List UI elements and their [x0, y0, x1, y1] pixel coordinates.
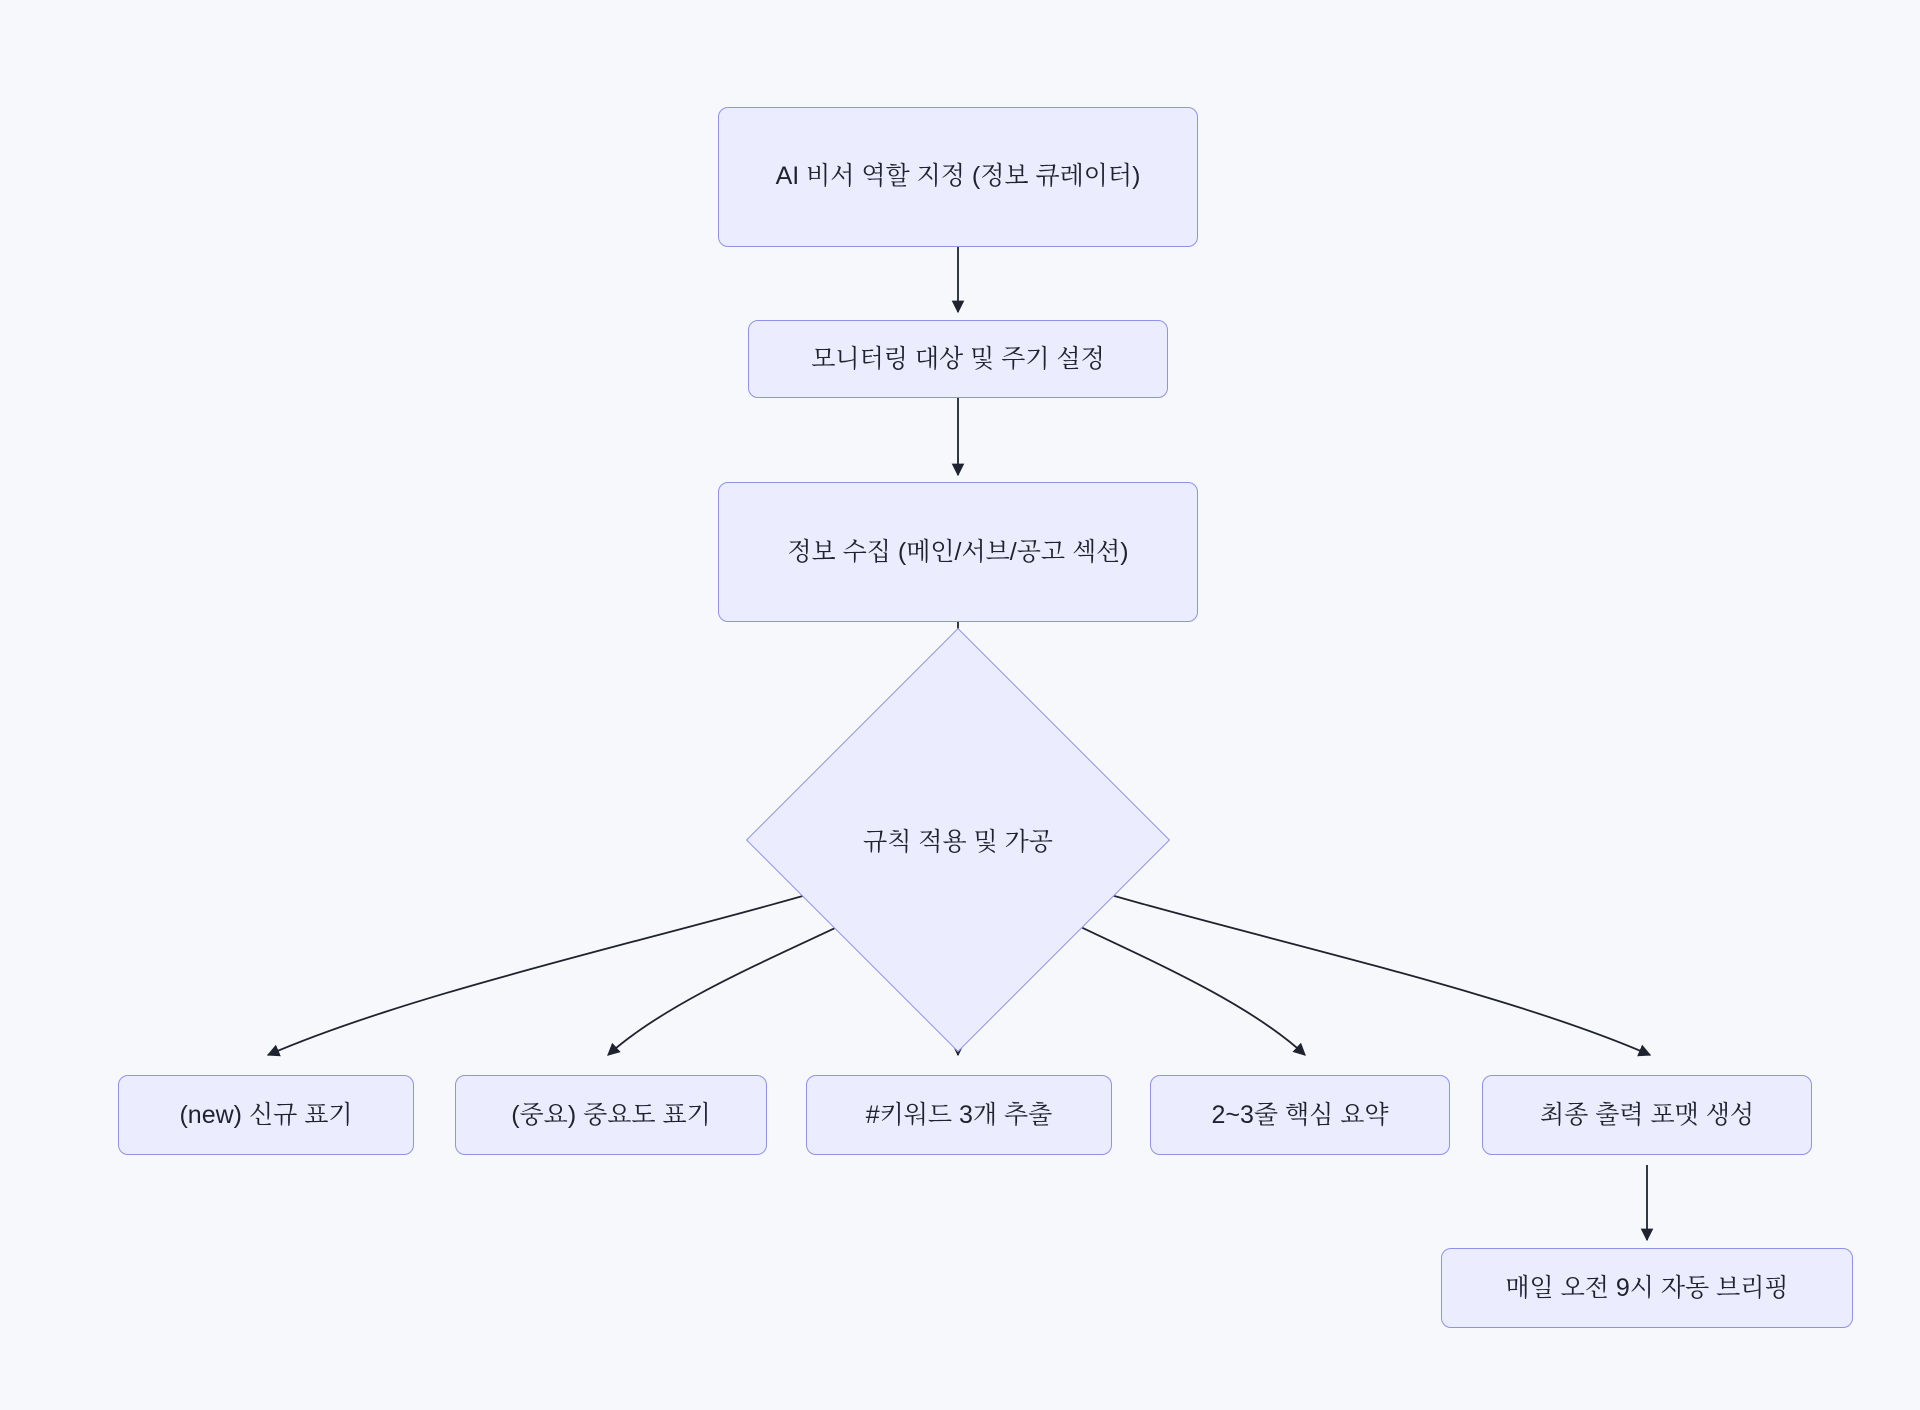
node-new-label: (new) 신규 표기	[179, 1100, 353, 1129]
node-briefing[interactable]	[1441, 1248, 1853, 1328]
node-summary[interactable]	[1150, 1075, 1450, 1155]
node-monitor-label: 모니터링 대상 및 주기 설정	[811, 344, 1105, 373]
node-role[interactable]	[718, 107, 1198, 247]
edge-rules-to-new	[268, 873, 880, 1055]
edge-rules-to-format	[1038, 873, 1650, 1055]
node-collect-label: 정보 수집 (메인/서브/공고 섹션)	[787, 537, 1129, 566]
node-keywords-label: #키워드 3개 추출	[865, 1100, 1053, 1129]
node-role-label: AI 비서 역할 지정 (정보 큐레이터)	[775, 162, 1141, 191]
node-format-label: 최종 출력 포맷 생성	[1539, 1100, 1755, 1129]
node-new[interactable]	[118, 1075, 414, 1155]
node-important-label: (중요) 중요도 표기	[511, 1100, 711, 1129]
node-format[interactable]	[1482, 1075, 1812, 1155]
node-briefing-label: 매일 오전 9시 자동 브리핑	[1505, 1273, 1789, 1302]
node-monitor[interactable]	[748, 320, 1168, 398]
node-summary-label: 2~3줄 핵심 요약	[1211, 1100, 1389, 1129]
node-important[interactable]	[455, 1075, 767, 1155]
node-keywords[interactable]	[806, 1075, 1112, 1155]
node-collect[interactable]	[718, 482, 1198, 622]
node-rules-label: 규칙 적용 및 가공	[863, 828, 1053, 856]
